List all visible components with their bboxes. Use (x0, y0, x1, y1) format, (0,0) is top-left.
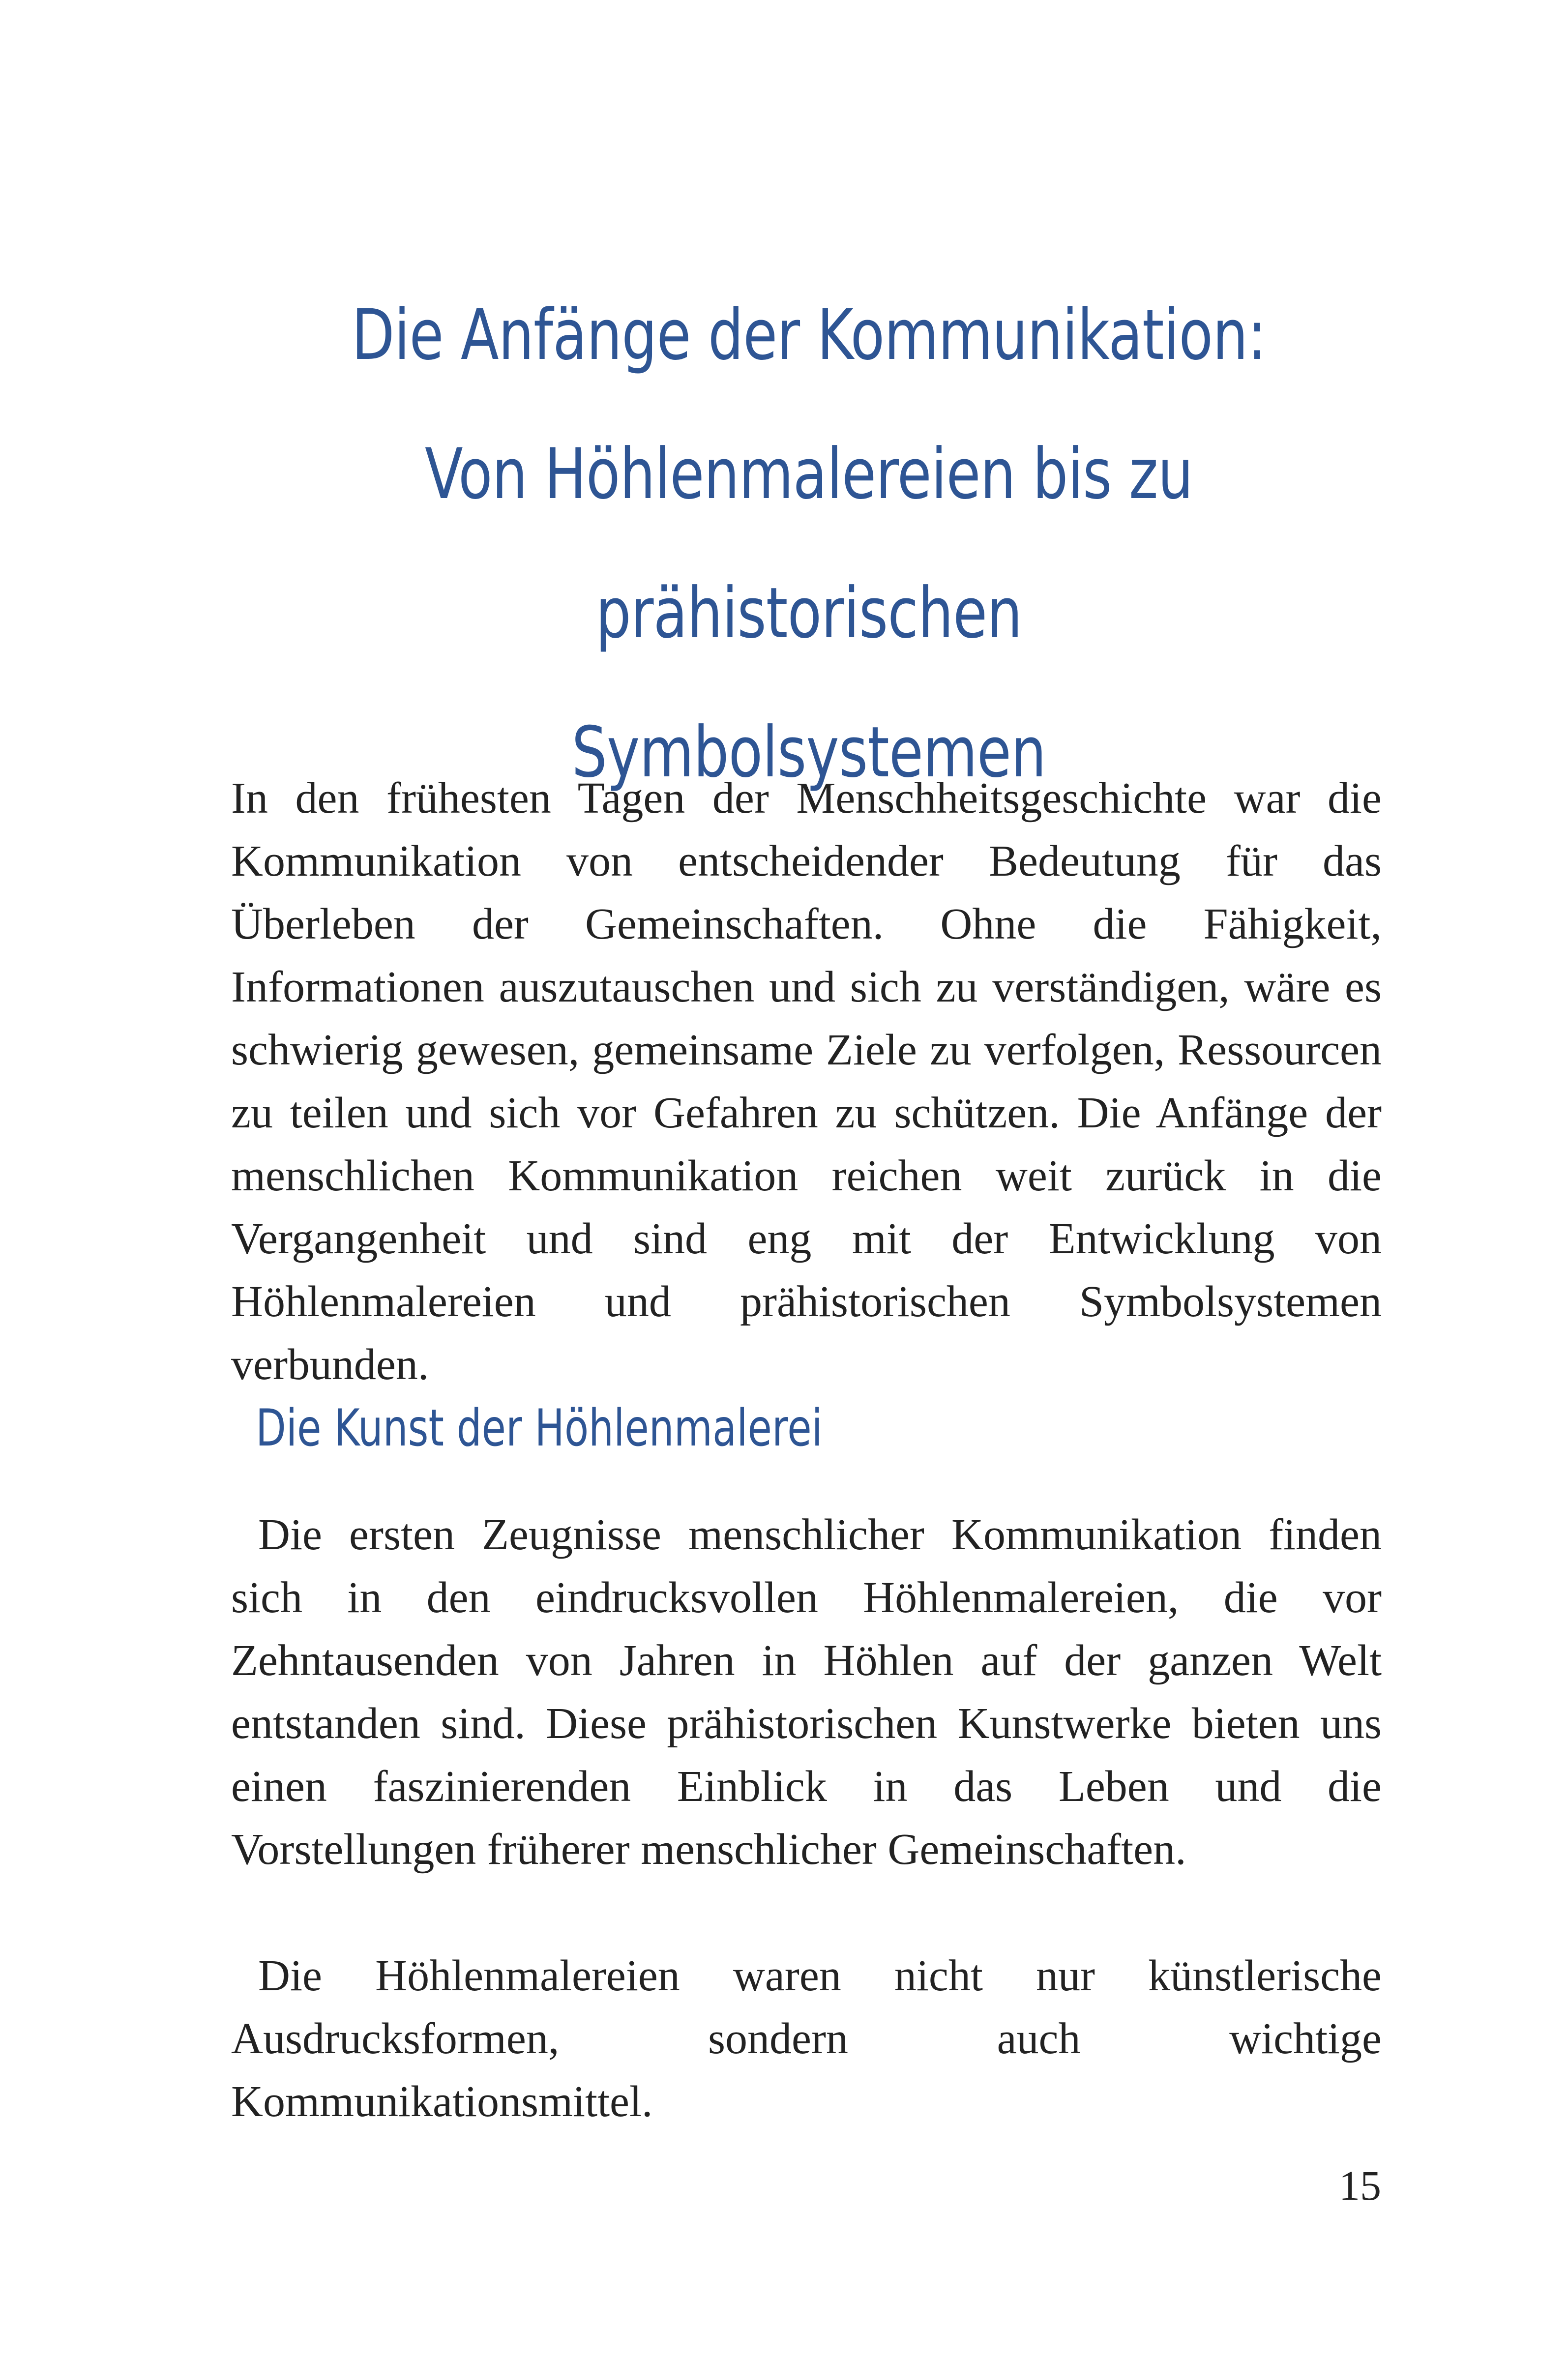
section-paragraph-1: Die ersten Zeugnisse menschlicher Kommunikation finden sich in den eindrucksvollen Höhlenmalereien, die vor Zehntausenden von Jahren in Höhlen auf der ganzen Welt entstanden sind. Diese prähistorischen Kunstwerke bieten uns einen faszinierenden Einblick in das Leben und die Vorstellungen früherer menschlicher Gemeinschaften. (231, 1510, 1382, 1874)
intro-paragraph: In den frühesten Tagen der Menschheitsgeschichte war die Kommunikation von entscheidender Bedeutung für das Überleben der Gemeinschaften. Ohne die Fähigkeit, Informationen auszutauschen und sich zu verständigen, wäre es schwierig gewesen, gemeinsame Ziele zu verfolgen, Ressourcen zu teilen und sich vor Gefahren zu schützen. Die Anfänge der menschlichen Kommunikation reichen weit zurück in die Vergangenheit und sind eng mit der Entwicklung von Höhlenmalereien und prähistorischen Symbolsystemen verbunden. (231, 774, 1382, 1389)
section-paragraph-2: Die Höhlenmalereien waren nicht nur künstlerische Ausdrucksformen, sondern auch wichtige Kommunikationsmittel. (231, 1951, 1382, 2126)
page-number: 15 (1339, 2162, 1381, 2209)
section-heading: Die Kunst der Höhlenmalerei (256, 1399, 823, 1458)
chapter-title: Die Anfänge der Kommunikation: Von Höhlenmalereien bis zu prähistorischen Symbolsystemen (352, 295, 1266, 793)
